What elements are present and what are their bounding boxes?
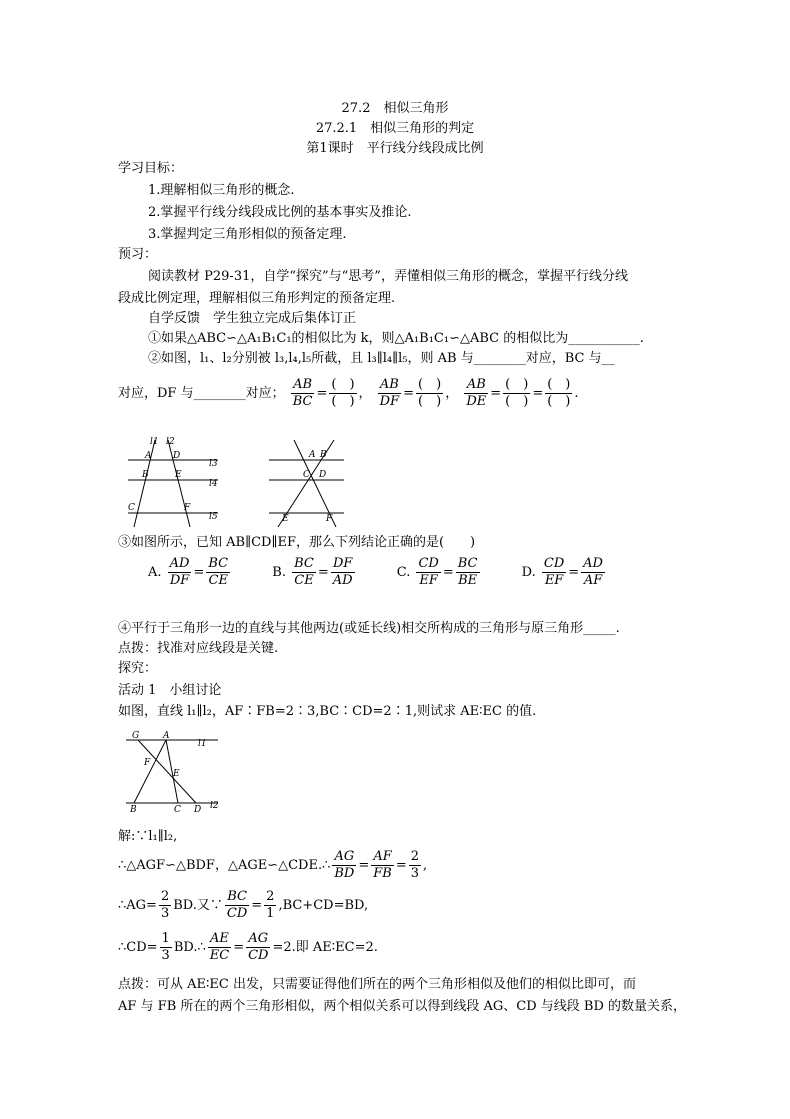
fraction-ab-de: $\frac{AB}{DE}$ [466, 377, 487, 409]
question-4: ④平行于三角形一边的直线与其他两边(或延长线)相交所构成的三角形与原三角形_____. [118, 621, 620, 636]
label-F: F [144, 758, 151, 768]
solution-line-4: ∴CD= $\frac{1}{3}$ BD.∴ $\frac{AE}{EC}$ = $\frac{AG}{CD}$ =2.即 AE∶EC=2. [118, 931, 378, 963]
fraction-ab-bc: $\frac{AB}{BC}$ [292, 377, 313, 409]
blank-fraction: $\frac{( )}{( )}$ [418, 377, 442, 409]
label-B: B [130, 805, 137, 813]
option-a: A. $\frac{AD}{DF}$ = $\frac{BC}{CE}$ [148, 556, 229, 588]
figure-parallel-lines-2 [264, 435, 354, 534]
tip-2-line-2: AF 与 FB 所在的两个三角形相似，两个相似关系可以得到线段 AG、CD 与线段 BD 的数量关系， [118, 999, 687, 1014]
figure-parallel-lines-1 [118, 435, 228, 534]
label-G: G [132, 731, 140, 741]
solution-line-3: ∴AG= $\frac{2}{3}$ BD.又∵ $\frac{BC}{CD}$ = $\frac{2}{1}$ ,BC+CD=BD, [118, 889, 369, 921]
goal-item-1: 1.理解相似三角形的概念. [148, 183, 295, 198]
goal-item-3: 3.掌握判定三角形相似的预备定理. [148, 227, 347, 242]
blank-fraction: $\frac{( )}{( )}$ [547, 377, 571, 409]
label-C: C [128, 503, 135, 513]
label-B: B [320, 450, 327, 460]
tip-1: 点拨：找准对应线段是关键. [118, 641, 279, 656]
goal-item-2: 2.掌握平行线分线段成比例的基本事实及推论. [148, 205, 412, 220]
section-title: 27.2 相似三角形 [341, 101, 449, 116]
label-l2: l2 [210, 801, 219, 811]
blank-fraction: $\frac{( )}{( )}$ [505, 377, 529, 409]
question-3: ③如图所示，已知 AB∥CD∥EF，那么下列结论正确的是( ) [118, 535, 476, 550]
goals-label: 学习目标： [118, 161, 184, 176]
figure-activity [118, 728, 228, 817]
solution-line-2: ∴△AGF∽△BDF，△AGE∽△CDE.∴ $\frac{AG}{BD}$ = $\frac{AF}{FB}$ = $\frac{2}{3}$ , [118, 849, 428, 881]
question-2-line-1: ②如图，l₁、l₂分别被 l₃,l₄,l₅所截，且 l₃∥l₄∥l₅，则 AB 与________对应，BC 与__ [148, 351, 615, 366]
label-C: C [303, 470, 310, 480]
option-d: D. $\frac{CD}{EF}$ = $\frac{AD}{AF}$ [521, 556, 603, 588]
question-3-options [148, 554, 607, 592]
lesson-title: 第1课时 平行线分线段成比例 [306, 141, 484, 156]
label-D: D [173, 451, 181, 461]
label-E: E [282, 514, 289, 524]
label-C: C [174, 805, 181, 813]
label-E: E [173, 769, 180, 779]
fraction-ab-df: $\frac{AB}{DF}$ [379, 377, 400, 409]
label-F: F [326, 514, 333, 524]
label-D: D [194, 805, 202, 813]
label-A: A [163, 731, 170, 741]
preview-paragraph-2: 段成比例定理，理解相似三角形判定的预备定理. [118, 291, 396, 306]
feedback-label: 自学反馈 学生独立完成后集体订正 [148, 311, 357, 326]
option-c: C. $\frac{CD}{EF}$ = $\frac{BC}{BE}$ [396, 556, 478, 588]
label-B: B [142, 470, 149, 480]
preview-label: 预习： [118, 247, 158, 262]
label-l3: l3 [209, 459, 218, 469]
label-l2: l2 [166, 437, 175, 447]
tip-2-line-1: 点拨：可从 AE∶EC 出发，只需要证得他们所在的两个三角形相似及他们的相似比即可，而 [118, 977, 636, 992]
preview-paragraph-1: 阅读教材 P29-31，自学“探究”与“思考”，弄懂相似三角形的概念，掌握平行线分线 [148, 269, 628, 284]
option-b: B. $\frac{BC}{CE}$ = $\frac{DF}{AD}$ [272, 556, 353, 588]
label-D: D [319, 470, 327, 480]
question-1: ①如果△ABC∽△A₁B₁C₁的相似比为 k，则△A₁B₁C₁∽△ABC 的相似比为___________. [148, 331, 644, 346]
activity-problem: 如图，直线 l₁∥l₂，AF∶FB=2∶3,BC∶CD=2∶1,则试求 AE∶EC 的值. [118, 704, 537, 719]
label-A: A [309, 450, 316, 460]
label-l5: l5 [209, 512, 218, 522]
explore-label: 探究： [118, 661, 158, 676]
label-E: E [175, 470, 182, 480]
label-F: F [184, 503, 191, 513]
question-2-line-2: 对应，DF 与________对应； $\frac{AB}{BC}$ = $\frac{( )}{( )}$ ， $\frac{AB}{DF}$ = $\frac{( )}{( )}$ ， $\frac{AB}{DE}$ = $\frac{( )}{( )}$ = $\frac{( )}{( )}$ . [118, 377, 579, 409]
question-2-prefix: 对应，DF 与________对应； [118, 386, 285, 401]
label-l1: l1 [198, 739, 207, 749]
label-A: A [145, 451, 152, 461]
label-l1: l1 [150, 437, 159, 447]
subsection-title: 27.2.1 相似三角形的判定 [315, 121, 475, 136]
solution-line-1: 解:∵l₁∥l₂, [118, 829, 178, 844]
activity-title: 活动 1 小组讨论 [118, 683, 222, 698]
label-l4: l4 [209, 479, 218, 489]
blank-fraction: $\frac{( )}{( )}$ [331, 377, 355, 409]
